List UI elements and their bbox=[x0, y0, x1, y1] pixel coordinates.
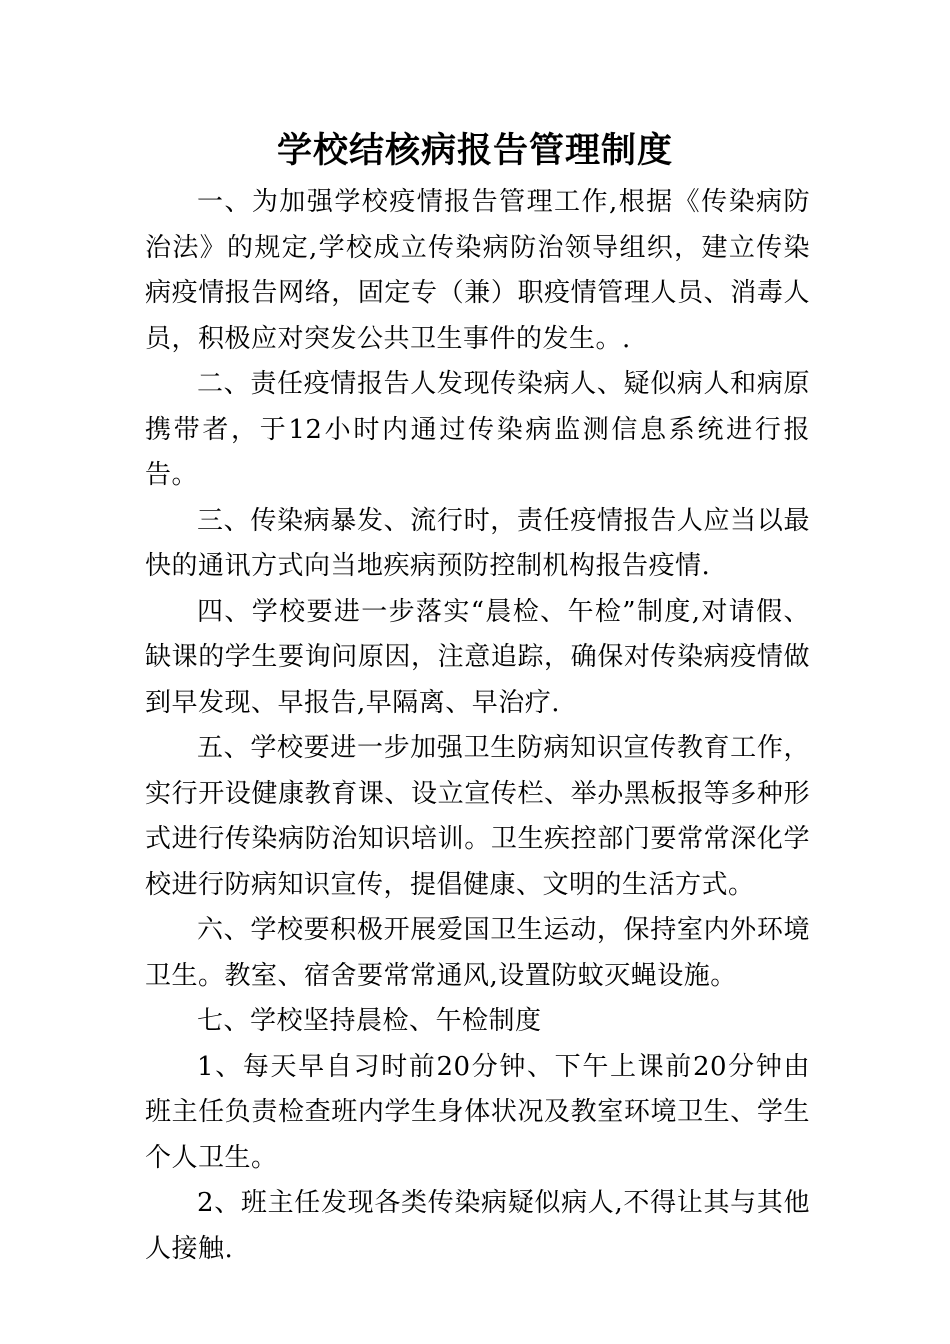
paragraph-1: 一、为加强学校疫情报告管理工作,根据《传染病防治法》的规定,学校成立传染病防治领导组织，建立传染病疫情报告网络，固定专（兼）职疫情管理人员、消毒人员，积极应对突发公共卫生事件的发生。. bbox=[145, 187, 810, 354]
paragraph-2: 二、责任疫情报告人发现传染病人、疑似病人和病原携带者，于12小时内通过传染病监测信息系统进行报告。 bbox=[145, 369, 810, 490]
paragraph-5: 五、学校要进一步加强卫生防病知识宣传教育工作，实行开设健康教育课、设立宣传栏、举办黑板报等多种形式进行传染病防治知识培训。卫生疾控部门要常常深化学校进行防病知识宣传，提倡健康、文明的生活方式。 bbox=[145, 733, 810, 900]
paragraph-7: 七、学校坚持晨检、午检制度 bbox=[197, 1006, 542, 1036]
paragraph-4: 四、学校要进一步落实“晨检、午检”制度,对请假、缺课的学生要询问原因，注意追踪，确保对传染病疫情做到早发现、早报告,早隔离、早治疗. bbox=[145, 596, 810, 718]
paragraph-9: 2、班主任发现各类传染病疑似病人,不得让其与其他人接触. bbox=[145, 1188, 810, 1264]
document-body bbox=[145, 180, 810, 1272]
paragraph-6: 六、学校要积极开展爱国卫生运动，保持室内外环境卫生。教室、宿舍要常常通风,设置防蚊灭蝇设施。 bbox=[145, 915, 810, 991]
paragraph-8: 1、每天早自习时前20分钟、下午上课前20分钟由班主任负责检查班内学生身体状况及教室环境卫生、学生个人卫生。 bbox=[145, 1051, 810, 1173]
document-title: 学校结核病报告管理制度 bbox=[276, 131, 673, 171]
paragraph-3: 三、传染病暴发、流行时，责任疫情报告人应当以最快的通讯方式向当地疾病预防控制机构报告疫情. bbox=[145, 505, 810, 581]
